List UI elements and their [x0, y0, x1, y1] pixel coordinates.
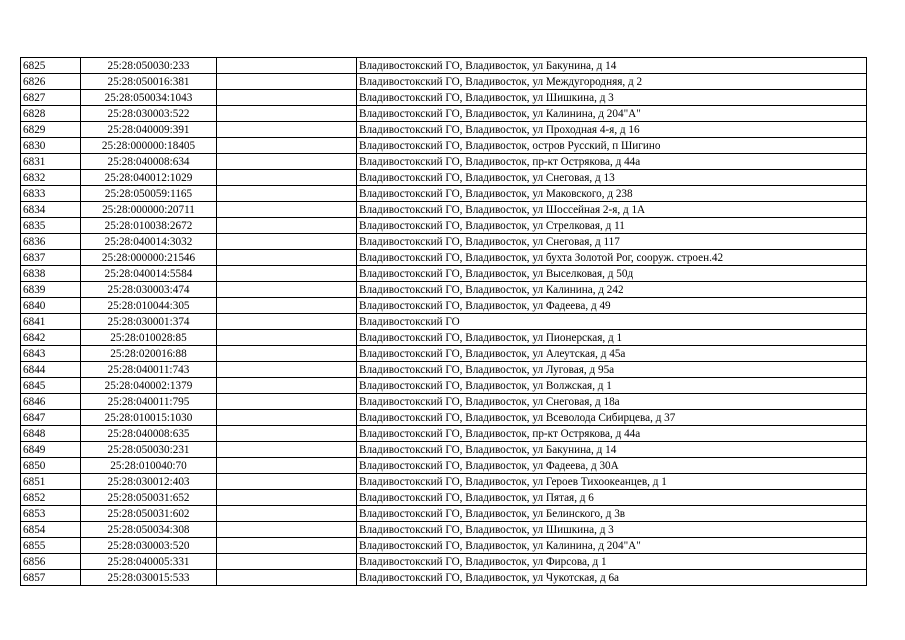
empty-cell: [217, 474, 357, 490]
table-row: [21, 570, 867, 586]
table-row: [21, 266, 867, 282]
table-row: [21, 378, 867, 394]
table-row: [21, 506, 867, 522]
address-cell: Владивостокский ГО, Владивосток, ул Всеволода Сибирцева, д 37: [357, 410, 867, 426]
empty-cell: [217, 122, 357, 138]
cadastral-number-cell: 25:28:050031:602: [81, 506, 217, 522]
cadastral-number-cell: 25:28:030003:522: [81, 106, 217, 122]
empty-cell: [217, 186, 357, 202]
table-row: [21, 250, 867, 266]
address-cell: Владивостокский ГО, Владивосток, остров Русский, п Шигино: [357, 138, 867, 154]
cadastral-number-cell: 25:28:040002:1379: [81, 378, 217, 394]
table-row: [21, 554, 867, 570]
address-cell: Владивостокский ГО, Владивосток, ул Бакунина, д 14: [357, 442, 867, 458]
registry-table-body: [21, 58, 867, 586]
address-cell: Владивостокский ГО, Владивосток, ул Снеговая, д 18а: [357, 394, 867, 410]
address-cell: Владивостокский ГО, Владивосток, ул Калинина, д 242: [357, 282, 867, 298]
empty-cell: [217, 426, 357, 442]
table-row: [21, 282, 867, 298]
row-number-cell: 6850: [21, 458, 81, 474]
table-row: [21, 426, 867, 442]
empty-cell: [217, 106, 357, 122]
row-number-cell: 6835: [21, 218, 81, 234]
empty-cell: [217, 170, 357, 186]
cadastral-number-cell: 25:28:040009:391: [81, 122, 217, 138]
address-cell: Владивостокский ГО, Владивосток, ул Героев Тихоокеанцев, д 1: [357, 474, 867, 490]
empty-cell: [217, 458, 357, 474]
row-number-cell: 6840: [21, 298, 81, 314]
empty-cell: [217, 570, 357, 586]
cadastral-number-cell: 25:28:050034:1043: [81, 90, 217, 106]
address-cell: Владивостокский ГО, Владивосток, пр-кт Острякова, д 44а: [357, 154, 867, 170]
table-row: [21, 74, 867, 90]
table-row: [21, 490, 867, 506]
table-row: [21, 442, 867, 458]
table-row: [21, 346, 867, 362]
cadastral-number-cell: 25:28:010044:305: [81, 298, 217, 314]
cadastral-number-cell: 25:28:040008:635: [81, 426, 217, 442]
cadastral-number-cell: 25:28:030012:403: [81, 474, 217, 490]
empty-cell: [217, 74, 357, 90]
row-number-cell: 6834: [21, 202, 81, 218]
address-cell: Владивостокский ГО, Владивосток, ул Пионерская, д 1: [357, 330, 867, 346]
cadastral-number-cell: 25:28:030003:474: [81, 282, 217, 298]
address-cell: Владивостокский ГО, Владивосток, ул Калинина, д 204"А": [357, 106, 867, 122]
empty-cell: [217, 154, 357, 170]
cadastral-number-cell: 25:28:050034:308: [81, 522, 217, 538]
row-number-cell: 6827: [21, 90, 81, 106]
cadastral-number-cell: 25:28:030015:533: [81, 570, 217, 586]
cadastral-number-cell: 25:28:000000:18405: [81, 138, 217, 154]
address-cell: Владивостокский ГО, Владивосток, ул Бакунина, д 14: [357, 58, 867, 74]
table-row: [21, 394, 867, 410]
cadastral-number-cell: 25:28:010038:2672: [81, 218, 217, 234]
address-cell: Владивостокский ГО, Владивосток, ул Фадеева, д 49: [357, 298, 867, 314]
row-number-cell: 6833: [21, 186, 81, 202]
table-row: [21, 154, 867, 170]
empty-cell: [217, 282, 357, 298]
cadastral-number-cell: 25:28:000000:21546: [81, 250, 217, 266]
empty-cell: [217, 362, 357, 378]
row-number-cell: 6848: [21, 426, 81, 442]
cadastral-number-cell: 25:28:010015:1030: [81, 410, 217, 426]
cadastral-number-cell: 25:28:040014:3032: [81, 234, 217, 250]
table-row: [21, 58, 867, 74]
address-cell: Владивостокский ГО, Владивосток, ул Выселковая, д 50д: [357, 266, 867, 282]
empty-cell: [217, 314, 357, 330]
empty-cell: [217, 490, 357, 506]
table-row: [21, 474, 867, 490]
row-number-cell: 6832: [21, 170, 81, 186]
cadastral-number-cell: 25:28:050030:231: [81, 442, 217, 458]
cadastral-number-cell: 25:28:050059:1165: [81, 186, 217, 202]
cadastral-number-cell: 25:28:020016:88: [81, 346, 217, 362]
empty-cell: [217, 330, 357, 346]
address-cell: Владивостокский ГО, Владивосток, ул Волжская, д 1: [357, 378, 867, 394]
cadastral-number-cell: 25:28:010028:85: [81, 330, 217, 346]
address-cell: Владивостокский ГО, Владивосток, ул Шишкина, д 3: [357, 90, 867, 106]
row-number-cell: 6849: [21, 442, 81, 458]
empty-cell: [217, 506, 357, 522]
address-cell: Владивостокский ГО, Владивосток, ул Междугородняя, д 2: [357, 74, 867, 90]
cadastral-number-cell: 25:28:010040:70: [81, 458, 217, 474]
address-cell: Владивостокский ГО, Владивосток, ул Луговая, д 95а: [357, 362, 867, 378]
table-row: [21, 106, 867, 122]
table-row: [21, 234, 867, 250]
empty-cell: [217, 298, 357, 314]
row-number-cell: 6839: [21, 282, 81, 298]
row-number-cell: 6838: [21, 266, 81, 282]
address-cell: Владивостокский ГО, Владивосток, ул Фадеева, д 30А: [357, 458, 867, 474]
table-row: [21, 330, 867, 346]
cadastral-number-cell: 25:28:050031:652: [81, 490, 217, 506]
row-number-cell: 6841: [21, 314, 81, 330]
row-number-cell: 6825: [21, 58, 81, 74]
table-row: [21, 122, 867, 138]
address-cell: Владивостокский ГО, Владивосток, ул Калинина, д 204"А": [357, 538, 867, 554]
cadastral-number-cell: 25:28:040005:331: [81, 554, 217, 570]
address-cell: Владивостокский ГО, Владивосток, ул Алеутская, д 45а: [357, 346, 867, 362]
address-cell: Владивостокский ГО, Владивосток, ул Фирсова, д 1: [357, 554, 867, 570]
address-cell: Владивостокский ГО, Владивосток, ул Белинского, д 3в: [357, 506, 867, 522]
empty-cell: [217, 394, 357, 410]
row-number-cell: 6843: [21, 346, 81, 362]
row-number-cell: 6847: [21, 410, 81, 426]
cadastral-number-cell: 25:28:030001:374: [81, 314, 217, 330]
address-cell: Владивостокский ГО, Владивосток, ул Шоссейная 2-я, д 1А: [357, 202, 867, 218]
row-number-cell: 6826: [21, 74, 81, 90]
cadastral-number-cell: 25:28:040011:743: [81, 362, 217, 378]
table-row: [21, 218, 867, 234]
address-cell: Владивостокский ГО, Владивосток, ул Пятая, д 6: [357, 490, 867, 506]
table-row: [21, 170, 867, 186]
empty-cell: [217, 410, 357, 426]
table-row: [21, 362, 867, 378]
row-number-cell: 6830: [21, 138, 81, 154]
row-number-cell: 6854: [21, 522, 81, 538]
empty-cell: [217, 58, 357, 74]
cadastral-registry-table: [20, 57, 867, 586]
address-cell: Владивостокский ГО, Владивосток, пр-кт Острякова, д 44а: [357, 426, 867, 442]
table-row: [21, 314, 867, 330]
table-row: [21, 138, 867, 154]
row-number-cell: 6852: [21, 490, 81, 506]
address-cell: Владивостокский ГО: [357, 314, 867, 330]
address-cell: Владивостокский ГО, Владивосток, ул Чукотская, д 6а: [357, 570, 867, 586]
row-number-cell: 6853: [21, 506, 81, 522]
address-cell: Владивостокский ГО, Владивосток, ул Снеговая, д 13: [357, 170, 867, 186]
empty-cell: [217, 234, 357, 250]
cadastral-number-cell: 25:28:000000:20711: [81, 202, 217, 218]
table-row: [21, 90, 867, 106]
cadastral-number-cell: 25:28:050030:233: [81, 58, 217, 74]
row-number-cell: 6836: [21, 234, 81, 250]
address-cell: Владивостокский ГО, Владивосток, ул Маковского, д 238: [357, 186, 867, 202]
empty-cell: [217, 554, 357, 570]
cadastral-number-cell: 25:28:030003:520: [81, 538, 217, 554]
empty-cell: [217, 138, 357, 154]
empty-cell: [217, 442, 357, 458]
row-number-cell: 6856: [21, 554, 81, 570]
table-row: [21, 298, 867, 314]
table-row: [21, 202, 867, 218]
address-cell: Владивостокский ГО, Владивосток, ул бухта Золотой Рог, сооруж. строен.42: [357, 250, 867, 266]
cadastral-number-cell: 25:28:040011:795: [81, 394, 217, 410]
address-cell: Владивостокский ГО, Владивосток, ул Стрелковая, д 11: [357, 218, 867, 234]
row-number-cell: 6842: [21, 330, 81, 346]
cadastral-number-cell: 25:28:040014:5584: [81, 266, 217, 282]
row-number-cell: 6828: [21, 106, 81, 122]
row-number-cell: 6855: [21, 538, 81, 554]
table-row: [21, 410, 867, 426]
address-cell: Владивостокский ГО, Владивосток, ул Снеговая, д 117: [357, 234, 867, 250]
row-number-cell: 6837: [21, 250, 81, 266]
table-row: [21, 186, 867, 202]
cadastral-number-cell: 25:28:040008:634: [81, 154, 217, 170]
empty-cell: [217, 346, 357, 362]
row-number-cell: 6846: [21, 394, 81, 410]
empty-cell: [217, 378, 357, 394]
row-number-cell: 6857: [21, 570, 81, 586]
table-row: [21, 458, 867, 474]
empty-cell: [217, 250, 357, 266]
row-number-cell: 6851: [21, 474, 81, 490]
address-cell: Владивостокский ГО, Владивосток, ул Шишкина, д 3: [357, 522, 867, 538]
table-row: [21, 538, 867, 554]
cadastral-number-cell: 25:28:050016:381: [81, 74, 217, 90]
empty-cell: [217, 266, 357, 282]
address-cell: Владивостокский ГО, Владивосток, ул Проходная 4-я, д 16: [357, 122, 867, 138]
row-number-cell: 6831: [21, 154, 81, 170]
row-number-cell: 6829: [21, 122, 81, 138]
table-row: [21, 522, 867, 538]
empty-cell: [217, 90, 357, 106]
row-number-cell: 6844: [21, 362, 81, 378]
row-number-cell: 6845: [21, 378, 81, 394]
empty-cell: [217, 202, 357, 218]
empty-cell: [217, 522, 357, 538]
cadastral-number-cell: 25:28:040012:1029: [81, 170, 217, 186]
empty-cell: [217, 218, 357, 234]
empty-cell: [217, 538, 357, 554]
